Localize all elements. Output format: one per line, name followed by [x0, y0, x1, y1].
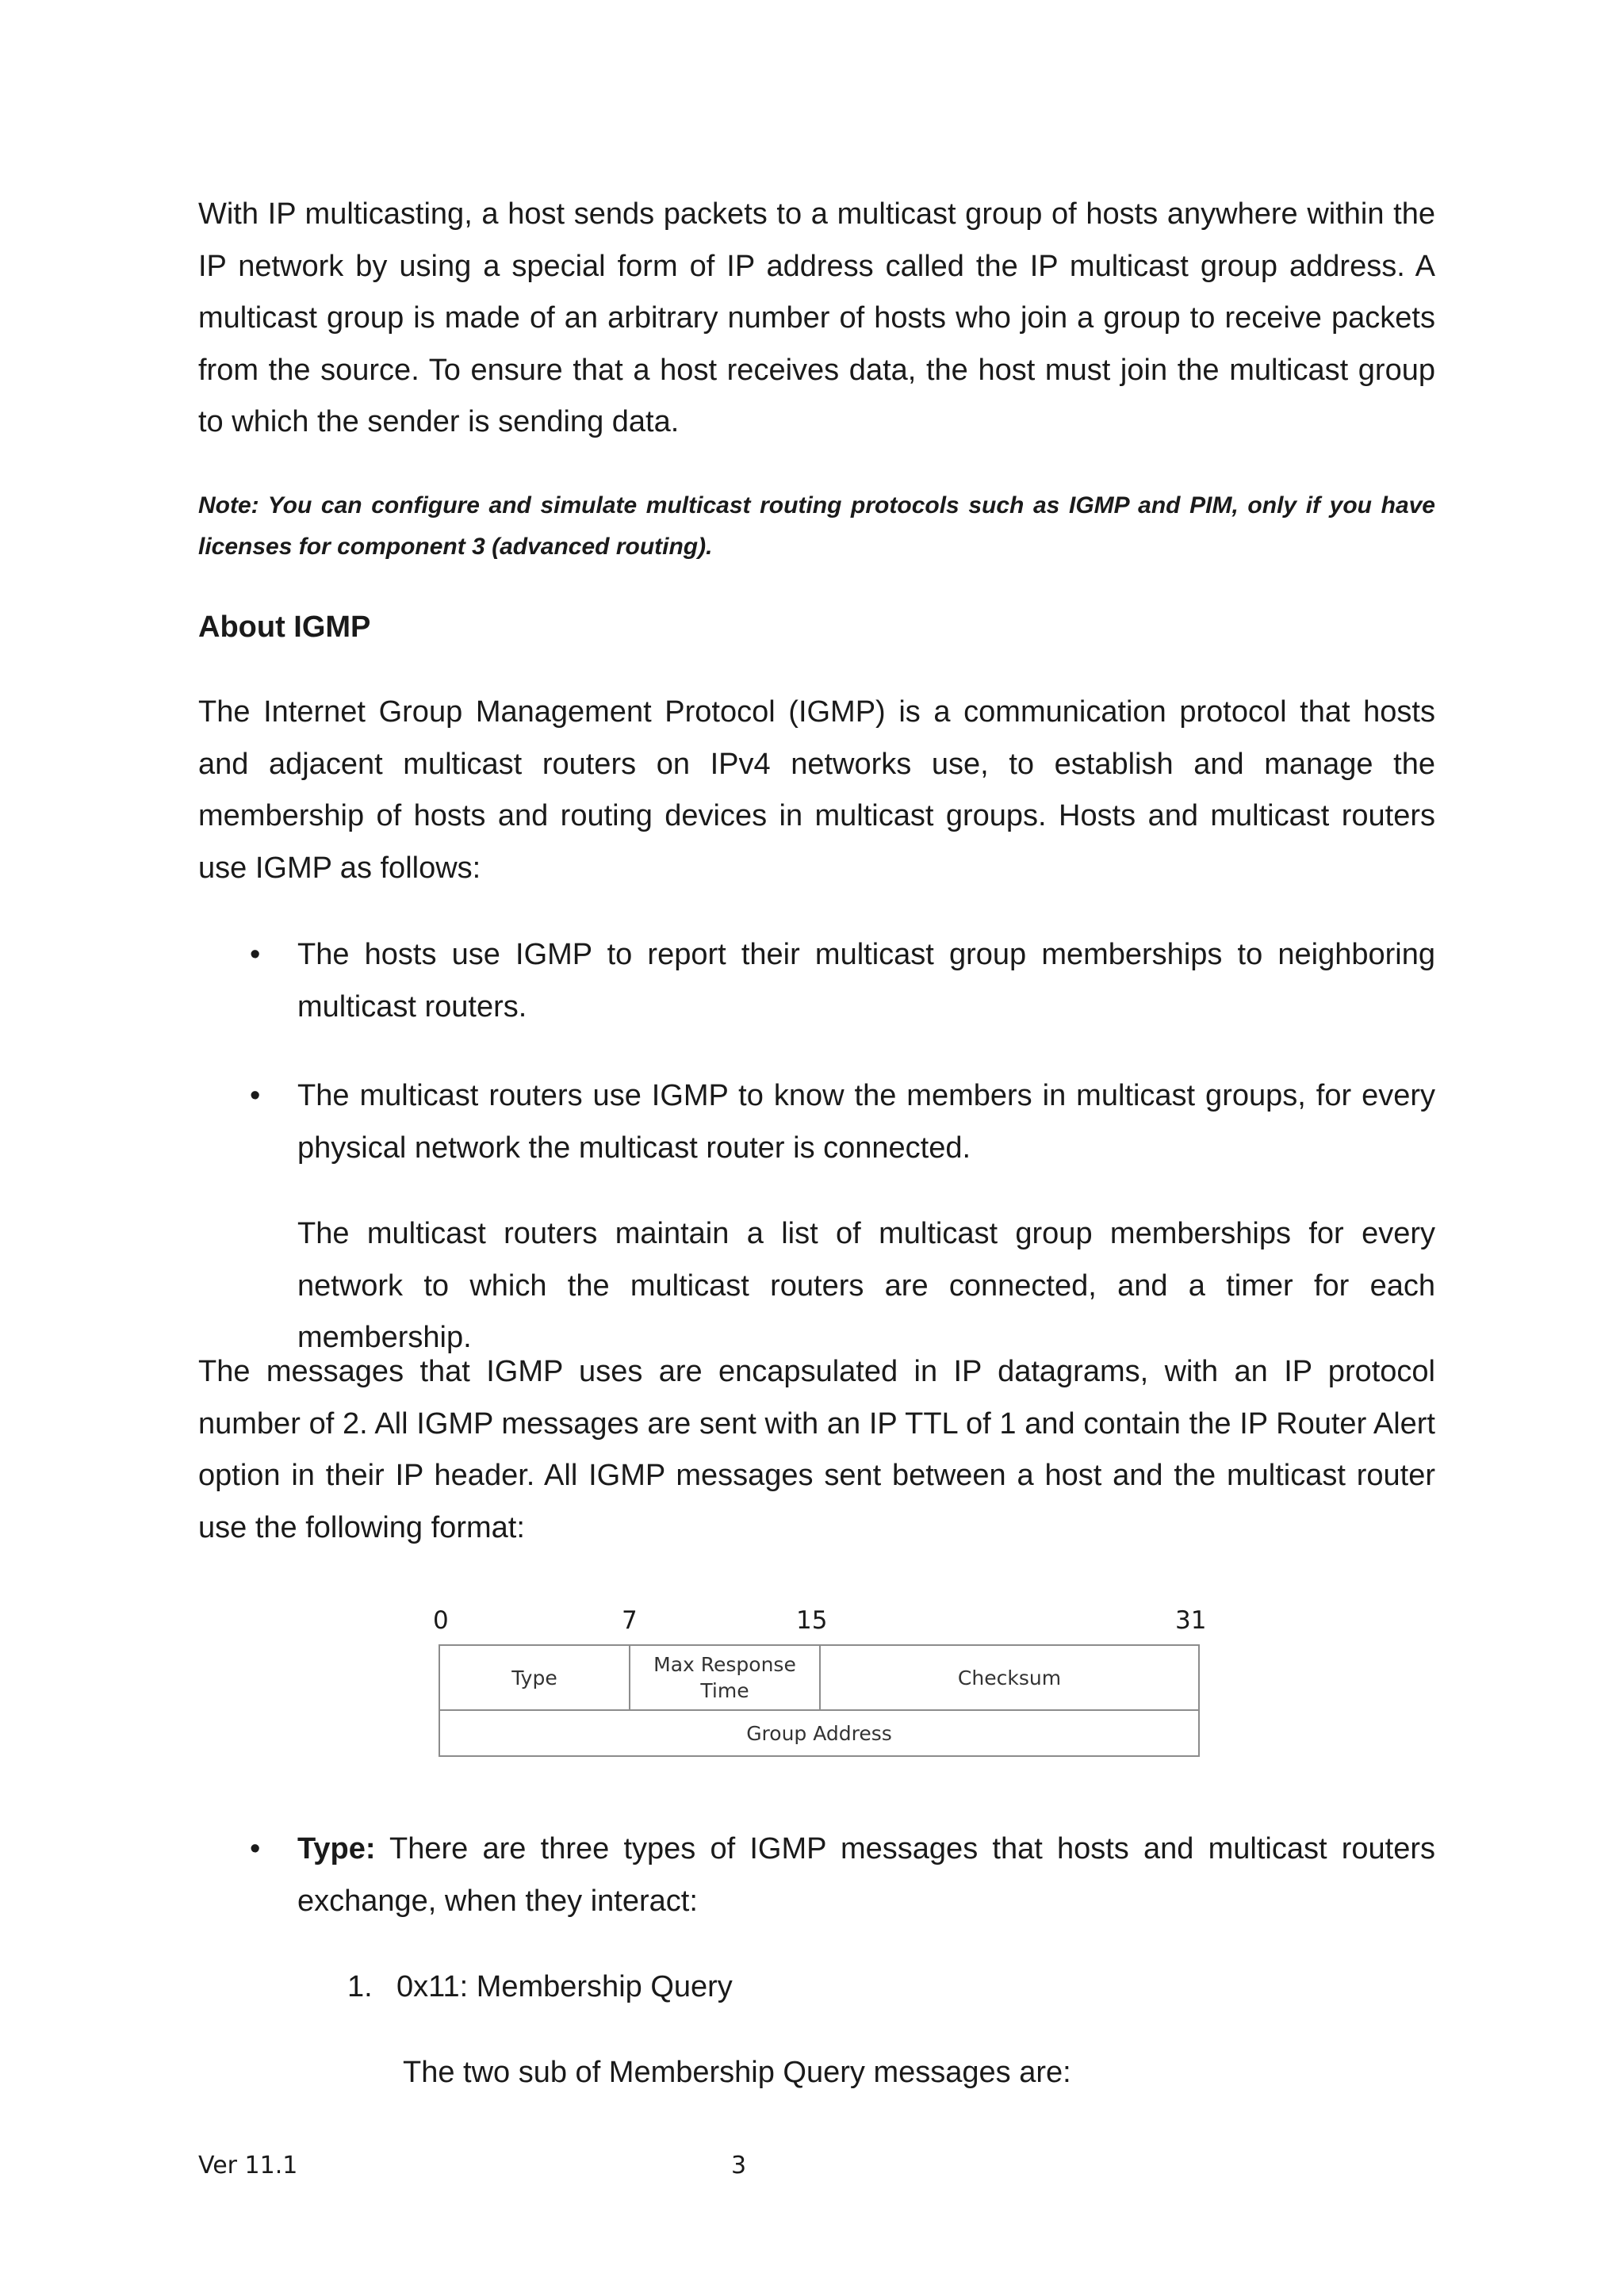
type-term: Type:: [297, 1832, 376, 1866]
bullet-text: The hosts use IGMP to report their multicast group memberships to neighboring multicast routers.: [297, 938, 1435, 1024]
bit-number-15: 15: [796, 1606, 828, 1635]
checksum-field: Checksum: [819, 1644, 1200, 1711]
type-field: Type: [439, 1644, 630, 1711]
type-description: There are three types of IGMP messages that hosts and multicast routers exchange, when they interact:: [297, 1832, 1435, 1918]
bullet-icon: •: [250, 1079, 261, 1112]
licensing-note: Note: You can configure and simulate multicast routing protocols such as IGMP and PIM, only if you have licenses for component 3 (advanced routing).: [198, 492, 1435, 560]
bullet-icon: •: [250, 938, 261, 971]
group-address-field: Group Address: [439, 1709, 1200, 1757]
numbered-item-text: 0x11: Membership Query: [396, 1970, 733, 2003]
bit-number-0: 0: [433, 1606, 449, 1635]
max-response-time-field: Max Response Time: [629, 1644, 821, 1711]
sub-paragraph: The two sub of Membership Query messages are:: [403, 2056, 1071, 2089]
intro-paragraph: With IP multicasting, a host sends packets to a multicast group of hosts anywhere within the IP network by using a special form of IP address called the IP multicast group address. A multicast group is made of an arbitrary number of hosts who join a group to receive packets from the source. To ensure that a host receives data, the host must join the multicast group to which the sender is sending data.: [198, 197, 1435, 438]
messages-paragraph: The messages that IGMP uses are encapsulated in IP datagrams, with an IP protocol number of 2. All IGMP messages are sent with an IP TTL of 1 and contain the IP Router Alert option in their IP header. All IGMP messages sent between a host and the multicast router use the following format:: [198, 1355, 1435, 1544]
page-number: 3: [731, 2152, 747, 2179]
bullet-text: The multicast routers use IGMP to know the members in multicast groups, for every physical network the multicast router is connected.: [297, 1079, 1435, 1165]
numbered-item-marker: 1.: [347, 1970, 373, 2003]
bullet-icon: •: [250, 1832, 261, 1866]
section-heading: About IGMP: [198, 610, 371, 644]
bullet-text: [297, 1823, 1435, 1927]
bit-number-31: 31: [1175, 1606, 1207, 1635]
bit-number-7: 7: [622, 1606, 638, 1635]
footer-version: Ver 11.1: [198, 2152, 298, 2179]
bullet-followup-paragraph: The multicast routers maintain a list of multicast group memberships for every network to which the multicast routers are connected, and a timer for each membership.: [297, 1217, 1435, 1354]
igmp-paragraph: The Internet Group Management Protocol (IGMP) is a communication protocol that hosts and adjacent multicast routers on IPv4 networks use, to establish and manage the membership of hosts and routing devices in multicast groups. Hosts and multicast routers use IGMP as follows:: [198, 695, 1435, 885]
